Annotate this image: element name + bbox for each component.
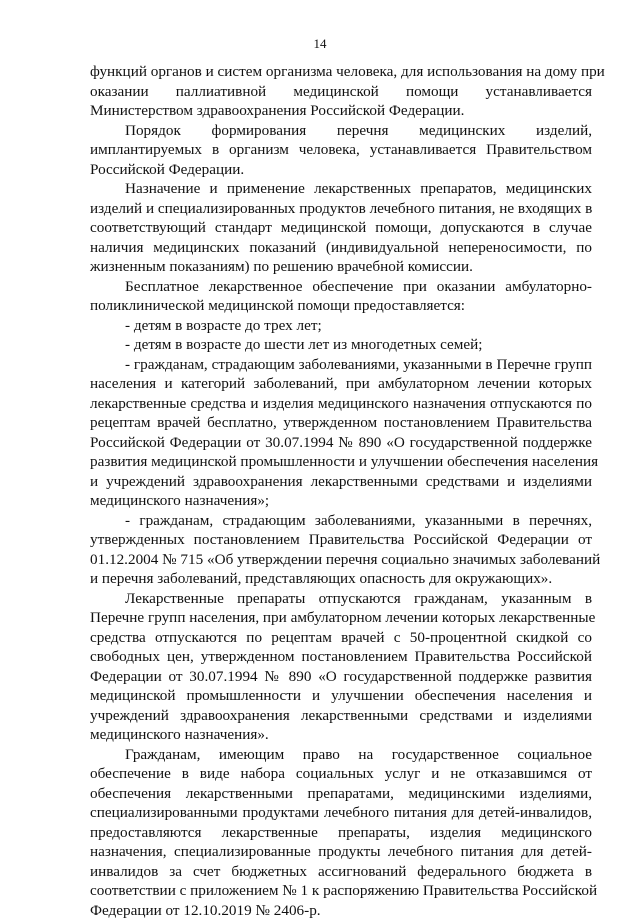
paragraph xyxy=(90,179,592,277)
text-line: учреждений здравоохранения лекарственными средствами и изделиями xyxy=(90,706,592,726)
text-line: предоставляются лекарственные препараты, изделия медицинского xyxy=(90,823,592,843)
text-line: Гражданам, имеющим право на государственное социальное xyxy=(90,745,592,765)
text-line: Федерации от 12.10.2019 № 2406-р. xyxy=(90,901,592,920)
text-line: - детям в возрасте до трех лет; xyxy=(90,316,592,336)
document-body xyxy=(90,62,592,920)
paragraph xyxy=(90,62,592,121)
paragraph xyxy=(90,335,592,355)
text-line: соответствии с приложением № 1 к распоряжению Правительства Российской xyxy=(90,881,592,901)
text-line: изделий и специализированных продуктов лечебного питания, не входящих в xyxy=(90,199,592,219)
text-line: - гражданам, страдающим заболеваниями, указанными в перечнях, xyxy=(90,511,592,531)
text-line: населения и категорий заболеваний, при амбулаторном лечении которых xyxy=(90,374,592,394)
paragraph xyxy=(90,511,592,589)
text-line: средства отпускаются по рецептам врачей с 50-процентной скидкой со xyxy=(90,628,592,648)
text-line: Лекарственные препараты отпускаются гражданам, указанным в xyxy=(90,589,592,609)
text-line: и перечня заболеваний, представляющих опасность для окружающих». xyxy=(90,569,592,589)
text-line: поликлинической медицинской помощи предоставляется: xyxy=(90,296,592,316)
text-line: Перечне групп населения, при амбулаторном лечении которых лекарственные xyxy=(90,608,592,628)
text-line: Назначение и применение лекарственных препаратов, медицинских xyxy=(90,179,592,199)
text-line: наличия медицинских показаний (индивидуальной непереносимости, по xyxy=(90,238,592,258)
text-line: обеспечение в виде набора социальных услуг и не отказавшимся от xyxy=(90,764,592,784)
text-line: оказании паллиативной медицинской помощи устанавливается xyxy=(90,82,592,102)
paragraph xyxy=(90,121,592,180)
text-line: Порядок формирования перечня медицинских изделий, xyxy=(90,121,592,141)
text-line: - гражданам, страдающим заболеваниями, указанными в Перечне групп xyxy=(90,355,592,375)
text-line: медицинской промышленности и улучшении обеспечения населения и xyxy=(90,686,592,706)
text-line: обеспечения лекарственными препаратами, медицинскими изделиями, xyxy=(90,784,592,804)
text-line: инвалидов за счет бюджетных ассигнований федерального бюджета в xyxy=(90,862,592,882)
text-line: жизненным показаниям) по решению врачебной комиссии. xyxy=(90,257,592,277)
text-line: утвержденных постановлением Правительства Российской Федерации от xyxy=(90,530,592,550)
text-line: лекарственные средства и изделия медицинского назначения отпускаются по xyxy=(90,394,592,414)
text-line: рецептам врачей бесплатно, утвержденном постановлением Правительства xyxy=(90,413,592,433)
paragraph xyxy=(90,745,592,920)
text-line: назначения, специализированные продукты лечебного питания для детей- xyxy=(90,842,592,862)
text-line: Министерством здравоохранения Российской Федерации. xyxy=(90,101,592,121)
text-line: медицинского назначения»; xyxy=(90,491,592,511)
paragraph xyxy=(90,277,592,316)
text-line: Федерации от 30.07.1994 № 890 «О государственной поддержке развития xyxy=(90,667,592,687)
paragraph xyxy=(90,589,592,745)
text-line: Бесплатное лекарственное обеспечение при оказании амбулаторно- xyxy=(90,277,592,297)
text-line: - детям в возрасте до шести лет из многодетных семей; xyxy=(90,335,592,355)
text-line: имплантируемых в организм человека, устанавливается Правительством xyxy=(90,140,592,160)
text-line: медицинского назначения». xyxy=(90,725,592,745)
text-line: свободных цен, утвержденном постановлением Правительства Российской xyxy=(90,647,592,667)
text-line: функций органов и систем организма человека, для использования на дому при xyxy=(90,62,592,82)
text-line: Российской Федерации от 30.07.1994 № 890 «О государственной поддержке xyxy=(90,433,592,453)
page-number: 14 xyxy=(0,36,640,52)
paragraph xyxy=(90,355,592,511)
text-line: 01.12.2004 № 715 «Об утверждении перечня социально значимых заболеваний xyxy=(90,550,592,570)
text-line: и учреждений здравоохранения лекарственными средствами и изделиями xyxy=(90,472,592,492)
text-line: развития медицинской промышленности и улучшении обеспечения населения xyxy=(90,452,592,472)
text-line: соответствующий стандарт медицинской помощи, допускаются в случае xyxy=(90,218,592,238)
paragraph xyxy=(90,316,592,336)
text-line: Российской Федерации. xyxy=(90,160,592,180)
text-line: специализированными продуктами лечебного питания для детей-инвалидов, xyxy=(90,803,592,823)
